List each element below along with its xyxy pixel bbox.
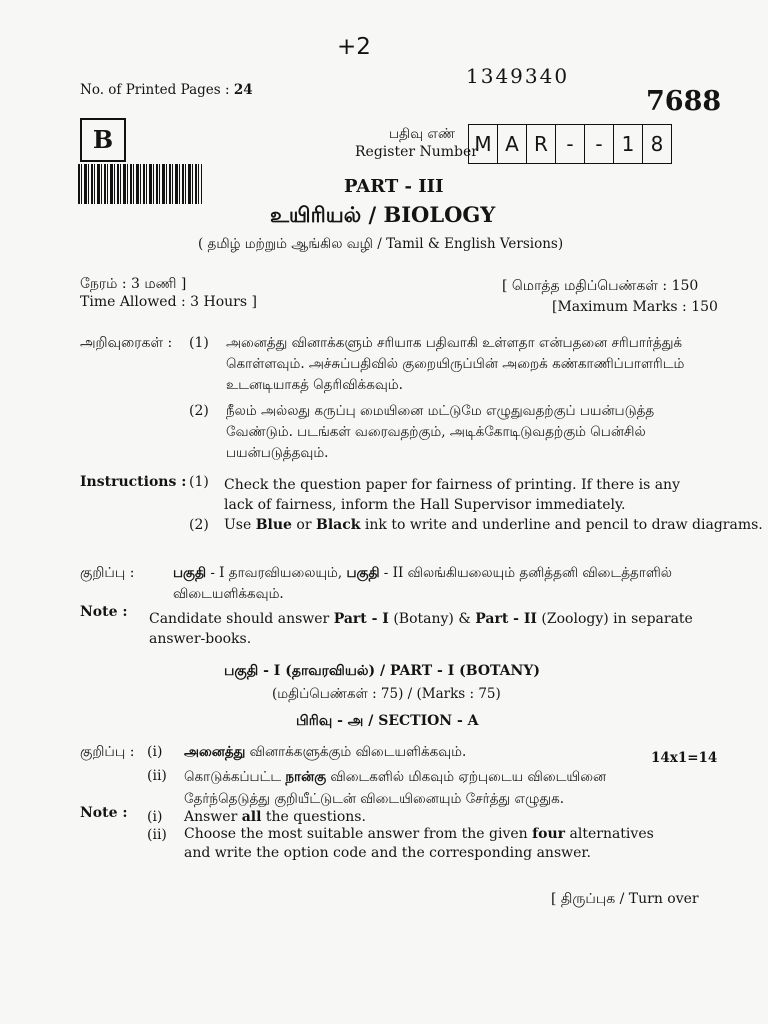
- section-note-tamil: [80, 742, 680, 808]
- turn-over-note: [ திருப்புக / Turn over: [551, 891, 699, 907]
- register-box: M: [469, 125, 498, 164]
- version-note: ( தமிழ் மற்றும் ஆங்கில வழி / Tamil & English Versions): [198, 236, 564, 252]
- text-run: or: [291, 517, 316, 533]
- register-box: -: [585, 125, 614, 164]
- text-run: Use: [224, 517, 256, 533]
- instruction-text: நீலம் அல்லது கருப்பு மையினை மட்டுமே எழுதுவதற்குப் பயன்படுத்த வேண்டும். படங்கள் வரைவதற்கும், அடிக்கோடிடுவதற்கும் பென்சில் பயன்படுத்தவும்.: [226, 403, 655, 461]
- text-run: (Botany) &: [388, 611, 476, 627]
- instructions-english: [80, 472, 763, 542]
- text-run: Candidate should answer: [149, 611, 334, 627]
- item-number: (ii): [147, 827, 167, 843]
- note-tamil: [80, 563, 710, 605]
- barcode-image: [78, 164, 202, 204]
- instruction-text: Check the question paper for fairness of printing. If there is any lack of fairness, inform the Hall Supervisor immediately.: [224, 477, 680, 513]
- bold-run: பகுதி: [173, 565, 207, 581]
- printed-pages-value: 24: [233, 82, 253, 98]
- bold-run: all: [241, 809, 262, 825]
- part-title: PART - III: [344, 176, 444, 197]
- item-number: (ii): [147, 768, 167, 784]
- text-run: - II விலங்கியலையும் தனித்தனி விடைத்தாளில் விடையளிக்கவும்.: [173, 565, 672, 602]
- item-number: (1): [189, 335, 209, 351]
- max-marks-english: [Maximum Marks : 150: [552, 299, 718, 315]
- item-number: (1): [189, 474, 209, 490]
- item-number: (2): [189, 517, 209, 533]
- note-tamil-label: குறிப்பு :: [80, 565, 135, 581]
- text-run: வினாக்களுக்கும் விடையளிக்கவும்.: [245, 744, 467, 760]
- instructions-tamil: [80, 333, 710, 493]
- instructions-tamil-label: அறிவுரைகள் :: [80, 335, 173, 351]
- section-note-english-label: Note :: [80, 805, 128, 821]
- register-label-english: Register Number: [355, 144, 478, 160]
- printed-pages-label: No. of Printed Pages :: [80, 82, 234, 98]
- note-tamil-text: [173, 563, 710, 605]
- bold-run: four: [532, 826, 566, 842]
- subject-title: உயிரியல் / BIOLOGY: [270, 202, 496, 227]
- part-one-marks: (மதிப்பெண்கள் : 75) / (Marks : 75): [272, 686, 501, 702]
- register-box: -: [556, 125, 585, 164]
- instruction-text: அனைத்து வினாக்களும் சரியாக பதிவாகி உள்ளதா என்பதனை சரிபார்த்துக் கொள்ளவும். அச்சுப்பதிவில் குறையிருப்பின் அறைக் கண்காணிப்பாளரிடம் உடனடியாகத் தெரிவிக்கவும்.: [226, 335, 685, 393]
- instructions-english-label: Instructions :: [80, 474, 187, 490]
- section-note-english: [80, 803, 680, 867]
- register-box: 1: [614, 125, 643, 164]
- text-run: alternatives and write the option code and the corresponding answer.: [184, 826, 654, 861]
- section-note-text: [184, 807, 664, 827]
- text-run: Answer: [184, 809, 242, 825]
- instruction-text: [224, 515, 763, 535]
- text-run: கொடுக்கப்பட்ட: [184, 769, 286, 785]
- item-number: (i): [147, 809, 163, 825]
- section-note-text: [184, 825, 672, 863]
- set-letter-box: B: [80, 118, 126, 162]
- text-run: விடைகளில் மிகவும் ஏற்புடைய விடையினை தேர்ந்தெடுத்து குறியீட்டுடன் விடையினையும் சேர்த்து எழுதுக.: [184, 769, 607, 807]
- bold-run: Part - I: [333, 611, 389, 627]
- text-run: ink to write and underline and pencil to draw diagrams.: [360, 517, 763, 533]
- marks-scheme: 14x1=14: [651, 750, 718, 766]
- printed-pages: [80, 82, 253, 98]
- text-run: Choose the most suitable answer from the given: [184, 826, 533, 842]
- bold-run: Blue: [255, 517, 292, 533]
- section-a-title: பிரிவு - அ / SECTION - A: [296, 713, 479, 729]
- register-box: 8: [643, 125, 672, 164]
- text-run: the questions.: [261, 809, 366, 825]
- register-box: A: [498, 125, 527, 164]
- item-number: (i): [147, 744, 163, 760]
- serial-number: 1349340: [466, 64, 570, 88]
- text-run: - I தாவரவியலையும்,: [206, 565, 347, 581]
- bold-run: அனைத்து: [184, 744, 246, 760]
- bold-run: Part - II: [475, 611, 537, 627]
- question-code: 7688: [646, 86, 722, 117]
- bold-run: நான்கு: [285, 769, 327, 785]
- section-note-text: [184, 742, 644, 762]
- register-box: R: [527, 125, 556, 164]
- note-english-text: [149, 609, 710, 649]
- bold-run: Black: [316, 517, 361, 533]
- text-run: (Zoology) in separate answer-books.: [149, 611, 693, 647]
- time-english: Time Allowed : 3 Hours ]: [80, 294, 257, 310]
- bold-run: பகுதி: [346, 565, 380, 581]
- part-one-title: பகுதி - I (தாவரவியல்) / PART - I (BOTANY): [224, 663, 540, 679]
- time-tamil: நேரம் : 3 மணி ]: [80, 276, 187, 292]
- register-number-boxes: [468, 124, 672, 164]
- item-number: (2): [189, 403, 209, 419]
- note-english-label: Note :: [80, 604, 128, 620]
- register-label-tamil: பதிவு எண்: [389, 126, 456, 142]
- note-english: [80, 602, 710, 647]
- handwritten-plus-two: +2: [337, 34, 371, 60]
- max-marks-tamil: [ மொத்த மதிப்பெண்கள் : 150: [502, 278, 699, 294]
- section-note-tamil-label: குறிப்பு :: [80, 744, 135, 760]
